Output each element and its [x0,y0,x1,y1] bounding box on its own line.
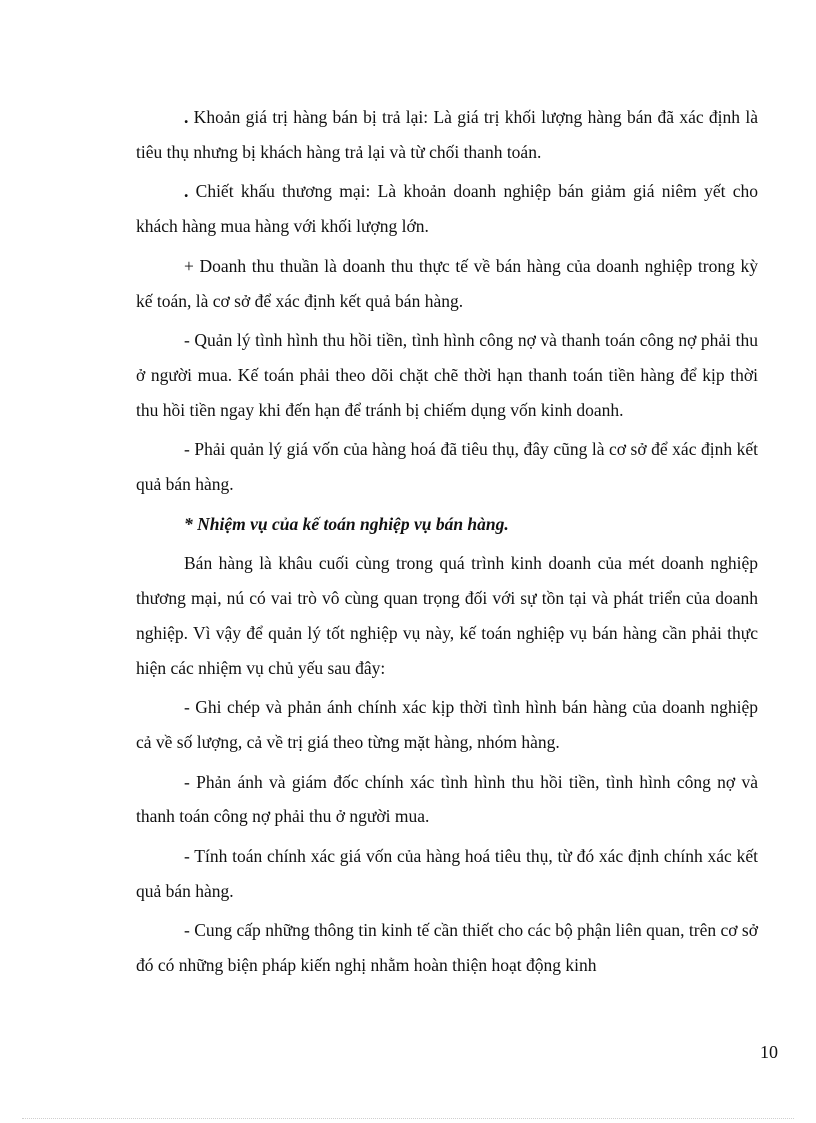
paragraph-text: - Phản ánh và giám đốc chính xác tình hình thu hồi tiền, tình hình công nợ và thanh toán công nợ phải thu ở người mua. [136,771,758,827]
paragraph-sales-role [136,546,758,685]
paragraph-text: Bán hàng là khâu cuối cùng trong quá trình kinh doanh của mét doanh nghiệp thương mại, nú có vai trò vô cùng quan trọng đối với sự tồn tại và phát triển của doanh nghiệp. Vì vậy để quản lý tốt nghiệp vụ này, kế toán nghiệp vụ bán hàng cần phải thực hiện các nhiệm vụ chủ yếu sau đây: [136,553,758,678]
paragraph-trade-discount [136,174,758,243]
page-number: 10 [760,1042,778,1062]
paragraph-text: - Tính toán chính xác giá vốn của hàng hoá tiêu thụ, từ đó xác định chính xác kết quả bán hàng. [136,846,758,901]
paragraph-text: - Cung cấp những thông tin kinh tế cần thiết cho các bộ phận liên quan, trên cơ sở đó có những biện pháp kiến nghị nhằm hoàn thiện hoạt động kinh [136,920,758,976]
section-heading [136,507,758,542]
paragraph-debt-management [136,323,758,427]
page-bottom-divider [22,1118,794,1119]
paragraph-task-monitoring [136,765,758,834]
paragraph-text: - Phải quản lý giá vốn của hàng hoá đã tiêu thụ, đây cũng là cơ sở để xác định kết quả bán hàng. [136,439,758,495]
paragraph-text: Chiết khấu thương mại: Là khoản doanh nghiệp bán giảm giá niêm yết cho khách hàng mua hàng với khối lượng lớn. [136,181,758,237]
paragraph-task-recording [136,690,758,759]
paragraph-net-revenue [136,249,758,318]
paragraph-task-information [136,913,758,982]
body-text [136,100,758,988]
paragraph-text: - Quản lý tình hình thu hồi tiền, tình hình công nợ và thanh toán công nợ phải thu ở người mua. Kế toán phải theo dõi chặt chẽ thời hạn thanh toán tiền hàng để kịp thời thu hồi tiền ngay khi đến hạn để tránh bị chiếm dụng vốn kinh doanh. [136,330,758,420]
paragraph-cost-management [136,432,758,501]
paragraph-text: + Doanh thu thuần là doanh thu thực tế về bán hàng của doanh nghiệp trong kỳ kế toán, là cơ sở để xác định kết quả bán hàng. [136,255,758,311]
paragraph-task-costing [136,839,758,908]
paragraph-returned-goods [136,100,758,169]
bullet-dot: . [184,107,189,127]
paragraph-text: Khoản giá trị hàng bán bị trả lại: Là giá trị khối lượng hàng bán đã xác định là tiêu thụ nhưng bị khách hàng trả lại và từ chối thanh toán. [136,107,758,162]
heading-text: * Nhiệm vụ của kế toán nghiệp vụ bán hàng. [184,513,509,534]
paragraph-text: - Ghi chép và phản ánh chính xác kịp thời tình hình bán hàng của doanh nghiệp cả về số lượng, cả về trị giá theo từng mặt hàng, nhóm hàng. [136,697,758,752]
bullet-dot: . [184,181,189,202]
